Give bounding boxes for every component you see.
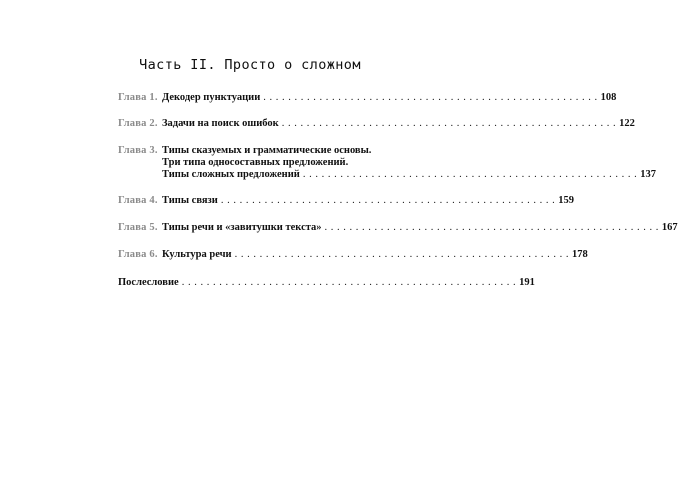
chapter-title: Типы речи и «завитушки текста» — [162, 222, 322, 233]
chapter-label: Глава 4. — [118, 195, 158, 206]
page-number: 108 — [600, 92, 617, 103]
chapter-label: Глава 6. — [118, 249, 158, 260]
dot-leader — [263, 92, 597, 104]
chapter-body — [162, 249, 588, 261]
page-number: 137 — [640, 169, 656, 180]
chapter-body — [162, 222, 678, 234]
toc-line — [162, 249, 588, 261]
chapter-body — [118, 277, 535, 289]
afterword-title: Послесловие — [118, 277, 179, 288]
toc-entry-chapter-3[interactable] — [118, 145, 656, 181]
page-number: 159 — [558, 195, 574, 206]
chapter-title: Типы связи — [162, 195, 218, 206]
page-number: 167 — [661, 222, 678, 233]
chapter-body — [162, 195, 574, 207]
part-title: Часть II. Просто о сложном — [139, 57, 361, 73]
toc-line — [118, 277, 535, 289]
toc-entry-chapter-4[interactable] — [118, 195, 574, 207]
toc-entry-chapter-6[interactable] — [118, 249, 588, 261]
chapter-label: Глава 5. — [118, 222, 158, 233]
toc-line — [162, 157, 656, 169]
chapter-title-line-1: Типы сказуемых и грамматические основы. — [162, 145, 372, 156]
dot-leader — [182, 277, 516, 289]
toc-line — [162, 222, 678, 234]
dot-leader — [221, 195, 555, 207]
table-of-contents — [118, 92, 678, 302]
dot-leader — [303, 169, 637, 181]
chapter-title-line-3: Типы сложных предложений — [162, 169, 300, 180]
chapter-body — [162, 118, 635, 130]
toc-entry-afterword[interactable] — [118, 277, 535, 289]
toc-line — [162, 195, 574, 207]
dot-leader — [235, 249, 569, 261]
chapter-title-line-2: Три типа односоставных предложений. — [162, 157, 349, 168]
toc-entry-chapter-2[interactable] — [118, 118, 635, 130]
toc-line — [162, 92, 616, 104]
chapter-label: Глава 3. — [118, 145, 158, 156]
chapter-label: Глава 2. — [118, 118, 158, 129]
chapter-title: Декодер пунктуации — [162, 92, 261, 103]
dot-leader — [282, 118, 616, 130]
toc-entry-chapter-5[interactable] — [118, 222, 678, 234]
toc-line — [162, 118, 635, 130]
chapter-title: Задачи на поиск ошибок — [162, 118, 279, 129]
chapter-title: Культура речи — [162, 249, 232, 260]
toc-entry-chapter-1[interactable] — [118, 92, 617, 104]
page-number: 191 — [519, 277, 535, 288]
chapter-body — [162, 145, 656, 181]
toc-line — [162, 169, 656, 181]
page-number: 122 — [619, 118, 635, 129]
chapter-label: Глава 1. — [118, 92, 158, 103]
page-number: 178 — [571, 249, 588, 260]
chapter-body — [162, 92, 616, 104]
dot-leader — [325, 222, 659, 234]
toc-line — [162, 145, 656, 157]
